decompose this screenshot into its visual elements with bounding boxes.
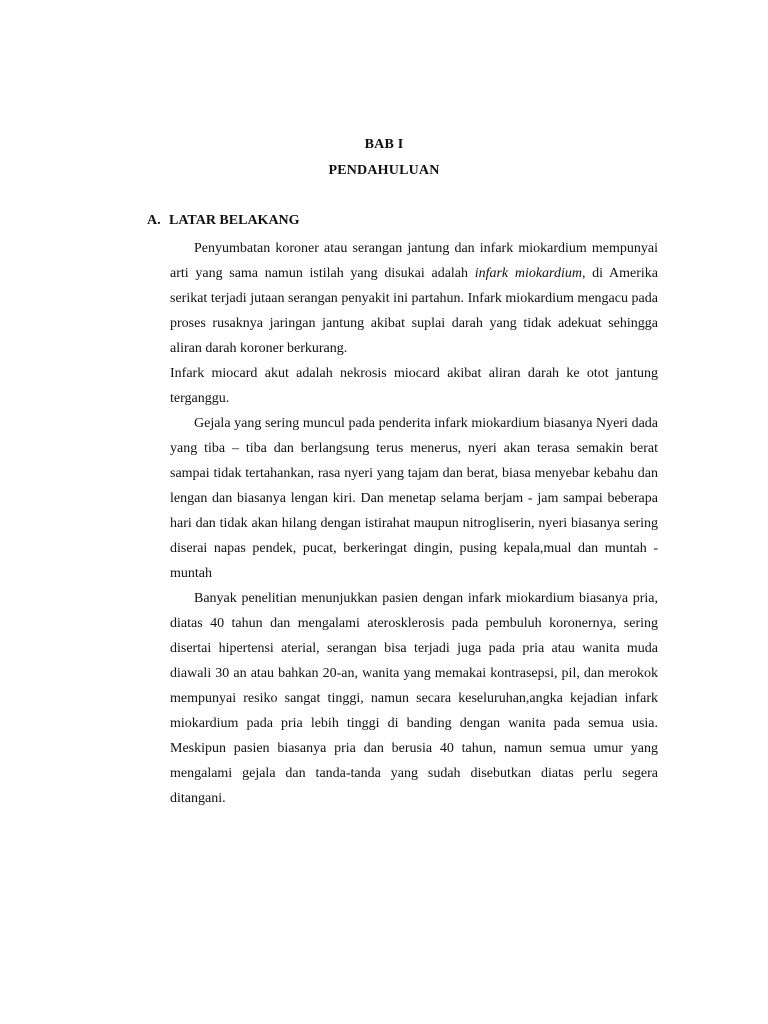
paragraph-2: Infark miocard akut adalah nekrosis miocard akibat aliran darah ke otot jantung terganggu. (170, 366, 658, 406)
section-heading (147, 213, 300, 229)
paragraph-1-italic-term: infark miokardium (474, 266, 582, 281)
paragraph-1-text-a: Penyumbatan koroner atau serangan jantung dan infark miokardium mempunyai arti yang sama namun istilah yang disukai adalah (170, 241, 658, 281)
body-text (170, 236, 658, 811)
section-title: LATAR BELAKANG (169, 213, 300, 228)
chapter-title: PENDAHULUAN (328, 163, 440, 178)
chapter-number: BAB I (364, 137, 404, 152)
paragraph-3: Gejala yang sering muncul pada penderita infark miokardium biasanya Nyeri dada yang tiba – tiba dan berlangsung terus menerus, nyeri akan terasa semakin berat sampai tidak tertahankan, rasa nyeri yang tajam dan berat, biasa menyebar kebahu dan lengan dan biasanya lengan kiri. Dan menetap selama berjam - jam sampai beberapa hari dan tidak akan hilang dengan istirahat maupun nitrogliserin, nyeri biasanya sering diserai napas pendek, pucat, berkeringat dingin, pusing kepala,mual dan muntah - muntah (170, 416, 658, 581)
paragraph-1 (170, 236, 658, 361)
paragraph-1-text-b: , di Amerika serikat terjadi jutaan serangan penyakit ini partahun. Infark miokardium mengacu pada proses rusaknya jaringan jantung akibat suplai darah yang tidak adekuat sehingga aliran darah koroner berkurang. (170, 266, 658, 356)
section-letter: A. (147, 213, 161, 228)
paragraph-4: Banyak penelitian menunjukkan pasien dengan infark miokardium biasanya pria, diatas 40 tahun dan mengalami aterosklerosis pada pembuluh koronernya, sering disertai hipertensi aterial, serangan bisa terjadi juga pada pria atau wanita muda diawali 30 an atau bahkan 20-an, wanita yang memakai kontrasepsi, pil, dan merokok mempunyai resiko sangat tinggi, namun secara keseluruhan,angka kejadian infark miokardium pada pria lebih tinggi di banding dengan wanita pada semua usia. Meskipun pasien biasanya pria dan berusia 40 tahun, namun semua umur yang mengalami gejala dan tanda-tanda yang sudah disebutkan diatas perlu segera ditangani. (170, 591, 658, 806)
